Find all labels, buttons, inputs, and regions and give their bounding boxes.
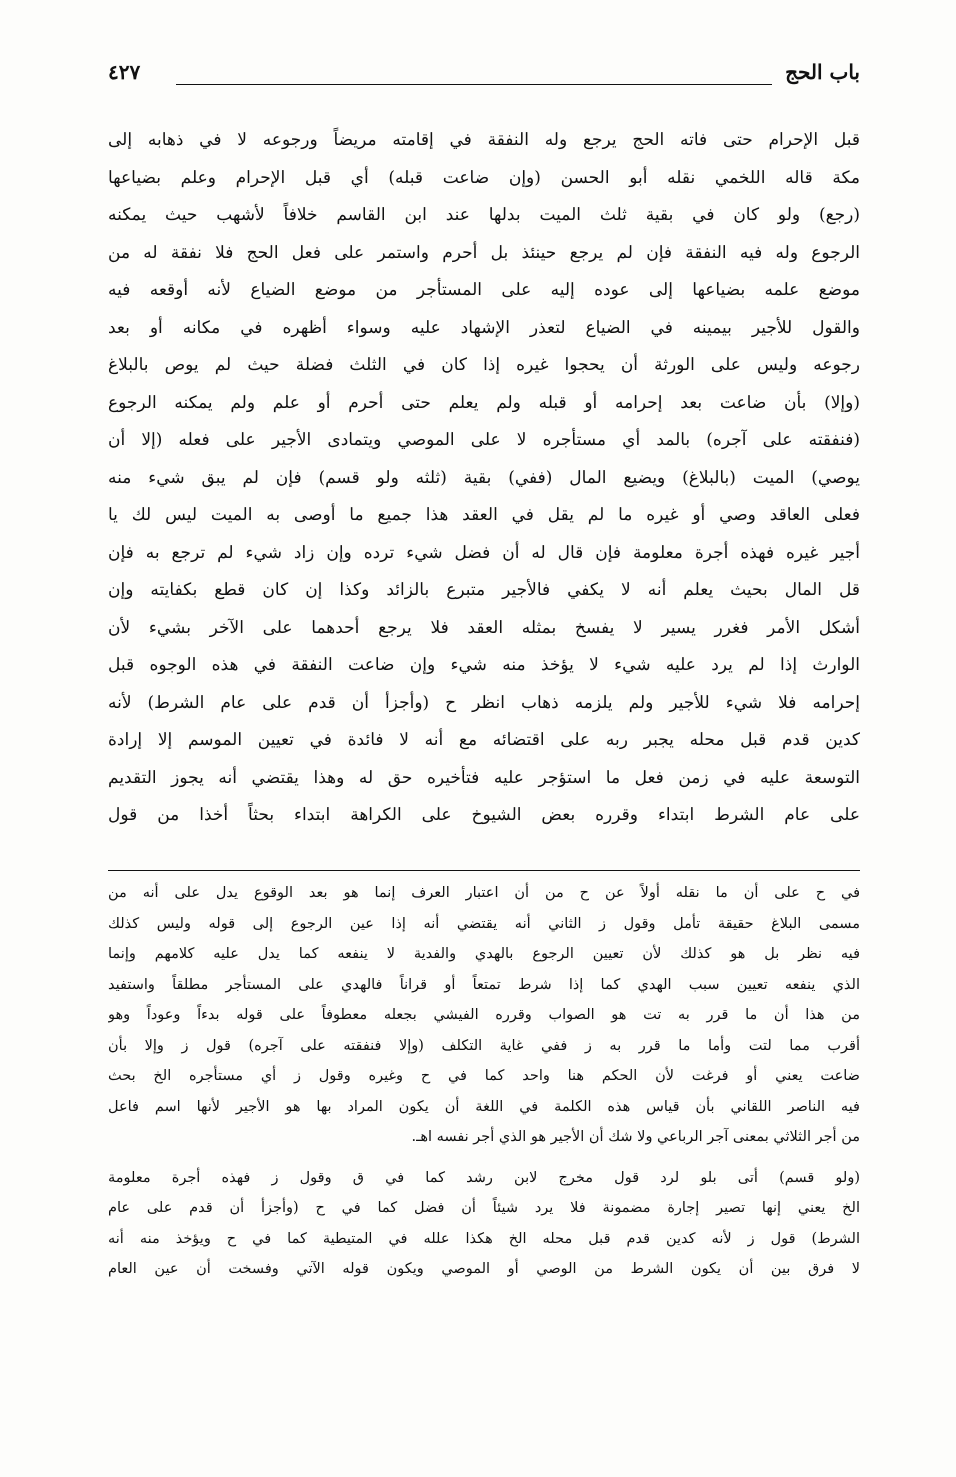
main-line: الرجوع وله فيه النفقة فإن لم يرجع حينئذ بل أحرم واستمر على فعل الحج فلا نفقة له من	[108, 242, 860, 263]
chapter-title: باب الحج	[785, 60, 860, 84]
footnote-separator	[108, 870, 860, 871]
footnote-line: الشرط) قول ز لأنه كدين قدم قبل محله الخ هكذا علله في المتيطية كما في ح ويؤخذ منه أنه	[108, 1230, 860, 1247]
main-line: (فنفقته على آجره) بالمد أي مستأجره لا على الموصي ويتمادى الأجير على فعله (إلا أن	[108, 430, 860, 450]
footnote-line: لا فرق بين أن يكون الشرط من الوصي أو الموصي ويكون قوله الآتي وفسخت أن عين العام	[108, 1261, 860, 1277]
main-line: فعلى العاقد وصي أو غيره ما لم يقل في العقد هذا جميع ما أوصى به الميت ليس لك يا	[108, 505, 860, 525]
main-line: إحرامه فلا شيء للأجير ولم يلزمه ذهاب انظر ح (وأجزأ أن قدم على عام الشرط) لأنه	[108, 692, 860, 713]
footnote-line: الذي ينفعه تعيين سبب الهدي كما إذا شرط تمتعاً أو قراناً فالهدي على المستأجر مطلقاً واستفيد	[108, 976, 860, 993]
main-line: كدين قدم قبل محله يجبر ربه على اقتضائه مع أنه لا فائدة في تعيين الموسم إلا إرادة	[108, 730, 860, 750]
page-header	[108, 58, 860, 98]
main-line: (رجع) ولو كان في بقية ثلث الميت بدلها عند ابن القاسم خلافاً لأشهب حيث يمكنه	[108, 205, 860, 225]
main-line: أشكل الأمر فغرر يسير لا يفسخ بمثله العقد فلا يرجع أحدهما على الآخر بشيء لأن	[108, 617, 860, 638]
footnote-line: ضاعت يعني أو فرغت لأن الحكم هنا واحد كما في ح وغيره وقول ز أي مستأجره الخ بحث	[108, 1068, 860, 1084]
main-line: قبل الإحرام حتى فاته الحج يرجع وله النفقة في إقامته مريضاً ورجوعه لا في ذهابه إلى	[108, 130, 860, 150]
footnote-line: الخ يعني إنها تصير إجارة مضمونة فلا يرد شيئاً أن فضل كما في ح (وأجزأ أن قدم على عام	[108, 1200, 860, 1216]
footnote-line: (ولو قسم) أتى بلو لرد قول مخرج لابن رشد كما في ق وقول ز فهذه أجرة معلومة	[108, 1169, 860, 1186]
main-line: أجير غيره فهذه أجرة معلومة فإن قال له أن فضل شيء ترده وإن زاد شيء لم ترجع به فإن	[108, 542, 860, 563]
main-line: (وإلا) بأن ضاعت بعد إحرامه أو قبله ولم يعلم حتى أحرم أو علم ولم يمكنه الرجوع	[108, 392, 860, 413]
footnote-line: في ح على أن ما نقله أولاً عن ح من أن اعتبار العرف إنما هو بعد الوقوع يدل على أنه من	[108, 885, 860, 901]
page-number: ٤٢٧	[108, 60, 141, 84]
footnote-line: أقرب مما لتت وأما ما قرر به ز ففي غاية التكلف (وإلا فنفقته على آجره) قول ز وإلا بأن	[108, 1037, 860, 1054]
main-line: والقول للأجير بيمينه في الضياع لتعذر الإشهاد عليه وسواء أظهره في مكانه أو بعد	[108, 317, 860, 338]
main-line: قل المال بحيث يعلم أنه لا يكفي فالأجير متبرع بالزائد وكذا إن كان قطع بكفايته وإن	[108, 580, 860, 600]
main-line: التوسعة عليه في زمن فعل ما استؤجر عليه فتأخيره حق له وهذا يقتضي أنه يجوز التقديم	[108, 767, 860, 788]
main-line: على عام الشرط ابتداء وقرره بعض الشيوخ على الكراهة ابتداء بحثاً أخذا من قول	[108, 805, 860, 825]
main-text	[108, 122, 860, 835]
main-line: موضع علمه بضياعها إلى عوده إليه على المستأجر من موضع الضياع لأنه أوقعه فيه	[108, 280, 860, 300]
footnote-line: من هذا أن ما قرر به تت هو الصواب وقرره الفيشي بجعله معطوفاً على قوله بدءاً وعوداً وهو	[108, 1007, 860, 1023]
header-rule	[176, 84, 772, 85]
main-line: يوصي) الميت (بالبلاغ) ويضيع المال (ففي) بقية (ثلثه ولو قسم) فإن لم يبق شيء منه	[108, 467, 860, 488]
footnote-line: فيه الناصر اللقاني بأن قياس هذه الكلمة في اللغة أن يكون المراد بها هو الأجير لأنها اسم فاعل	[108, 1098, 860, 1115]
footnote-line: مسمى البلاغ حقيقة تأمل وقول ز الثاني أنه يقتضي أنه إذا عين الرجوع إلى قوله وليس كذلك	[108, 915, 860, 932]
footnote-line: من أجر الثلاثي بمعنى آجر الرباعي ولا شك أن الأجير هو الذي أجر نفسه اهـ.	[411, 1129, 860, 1145]
footnotes	[108, 878, 860, 1285]
main-line: الوارث إذا لم يرد عليه شيء لا يؤخذ منه شيء وإن ضاعت النفقة في هذه الوجوه قبل	[108, 655, 860, 675]
footnote-line: فيه نظر بل هو كذلك لأن تعيين الرجوع بالهدي والفدية لا ينفعه كما يدل عليه كلامهم وإنما	[108, 946, 860, 962]
main-line: مكة قاله اللخمي نقله أبو الحسن (وإن ضاعت قبله) أي قبل الإحرام وعلم بضياعها	[108, 167, 860, 188]
footnote-gap	[108, 1153, 860, 1163]
main-line: رجوعه وليس على الورثة أن يحجوا غيره إذا كان في الثلث فضلة حيث لم يوص بالبلاغ	[108, 355, 860, 375]
